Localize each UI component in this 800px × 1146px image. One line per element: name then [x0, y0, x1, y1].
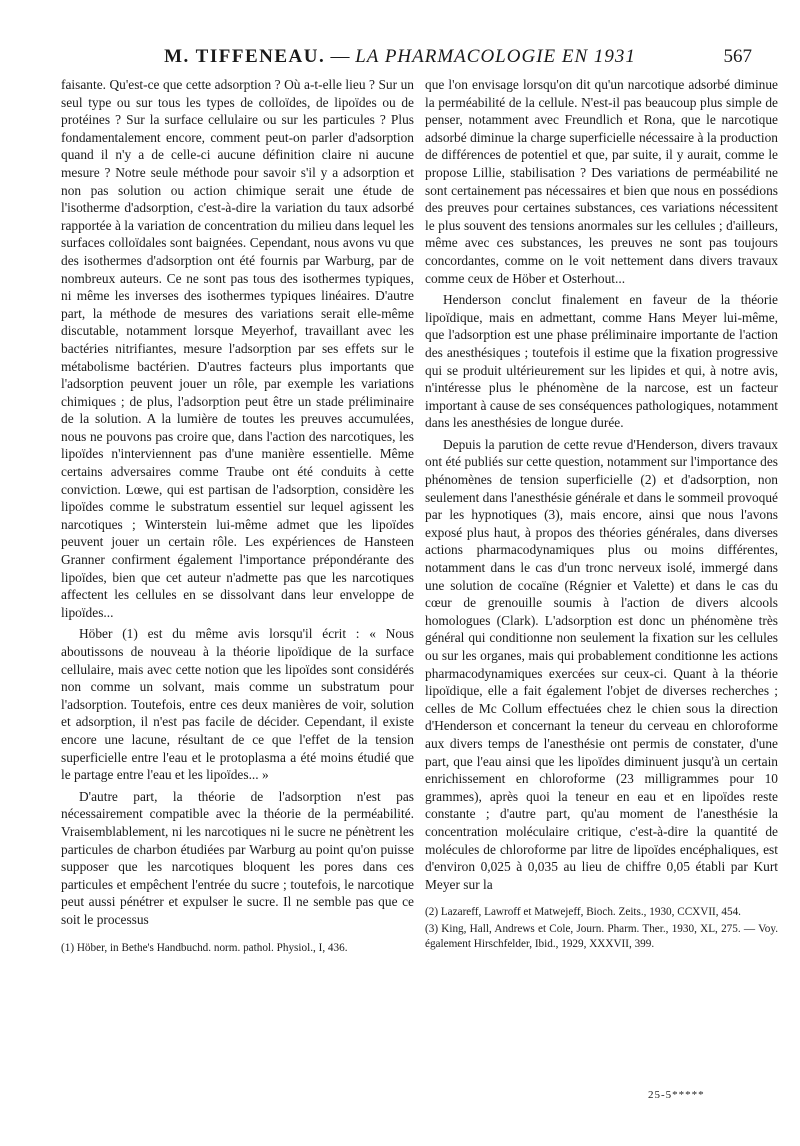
- paragraph: Henderson conclut finalement en faveur de la théorie lipoïdique, mais en admettant, comme Hans Meyer lui-même, que l'adsorption est une phase préliminaire importante de l'action des anesthésiques ; toutefois il estime que la fixation progressive qui se produit ultérieurement sur les lipides et qui, à notre avis, n'intéresse plus le phénomène de la narcose, est un facteur important à cause de ses conséquences pathologiques, notamment dans les anesthésies de longue durée.: [425, 292, 778, 431]
- footnote: (3) King, Hall, Andrews et Cole, Journ. Pharm. Ther., 1930, XL, 275. — Voy. également Hirschfelder, Ibid., 1929, XXXVII, 399.: [425, 922, 778, 950]
- header-separator: —: [330, 46, 350, 67]
- header-author: M. TIFFENEAU.: [164, 46, 326, 67]
- page-number: 567: [723, 46, 752, 67]
- right-column: [425, 76, 778, 951]
- printer-signature-mark: 25-5*****: [648, 1089, 705, 1101]
- paragraph: Depuis la parution de cette revue d'Henderson, divers travaux ont été publiés sur cette question, notamment sur l'importance des phénomènes de tension superficielle (2) et d'adsorption, non seulement dans l'anesthésie générale et dans le sommeil provoqué par les hypnotiques (3), mais encore, ainsi que nous l'avons exposé plus haut, à propos des théories générales, dans diverses actions pharmacodynamiques plus ou moins différentes, notamment dans le cas d'un tronc nerveux isolé, immergé dans une solution de cocaïne (Régnier et Valette) et dans le cas du cœur de grenouille soumis à l'action de divers alcools homologues (Clark). L'adsorption est donc un phénomène très général qui conditionne non seulement la fixation sur les cellules ou sur les organes, mais qui probablement conditionne les actions pharmacodynamiques exercées sur ceux-ci. Quant à la théorie lipoïdique, elle a fait également l'objet de diverses recherches ; celles de Mc Collum effectuées chez le chien sous la direction d'Henderson et concernant la teneur du cerveau en chloroforme aux divers temps de l'anesthésie ont permis de constater, d'une part, que l'eau ainsi que les lipoïdes diminuent jusqu'à un certain enrichissement en chloroforme (23 milligrammes pour 10 grammes), après quoi la teneur en eau et en lipoïdes reste constante ; d'autre part, qu'au moment de l'anesthésie la concentration moléculaire critique, c'est-à-dire la quantité de molécules de chloroforme par litre de lipoïdes encéphaliques, est d'environ 0,025 à 0,035 au lieu de chiffre 0,05 établi par Kurt Meyer sur la: [425, 436, 778, 892]
- footnote: (2) Lazareff, Lawroff et Matwejeff, Bioch. Zeits., 1930, CCXVII, 454.: [425, 906, 741, 919]
- left-column: [61, 76, 414, 955]
- running-header: [140, 46, 660, 68]
- paragraph: D'autre part, la théorie de l'adsorption n'est pas nécessairement compatible avec la théorie de la perméabilité. Vraisemblablement, ni les narcotiques ni le sucre ne pénètrent les particules de charbon étudiées par Warburg au point qu'on puisse supposer que les narcotiques bloquent les pores dans ces particules et empêchent l'entrée du sucre ; toutefois, le narcotique peut aussi pénétrer et expulser le sucre. Il ne semble pas que ce soit le processus: [61, 788, 414, 927]
- header-subtitle: LA PHARMACOLOGIE EN 1931: [355, 46, 636, 67]
- footnote: (1) Höber, in Bethe's Handbuchd. norm. pathol. Physiol., I, 436.: [61, 941, 348, 954]
- paragraph: que l'on envisage lorsqu'on dit qu'un narcotique adsorbé diminue la perméabilité de la cellule. N'est-il pas beaucoup plus simple de penser, notamment avec Freundlich et Rona, que le narcotique adsorbé diminue la charge superficielle nécessaire à la production de différences de potentiel et que, par suite, il y aurait, comme le propose Lillie, stabilisation ? Des variations de perméabilité ne sont certainement pas nécessaires et bien que nous en possédions des preuves pour certaines substances, ces variations nécessitent le plus souvent des tensions anormales sur les cellules ; d'ailleurs, même avec ces substances, les preuves ne sont pas toujours concordantes, comme on le voit nettement dans divers travaux comme ceux de Höber et Osterhout...: [425, 77, 778, 286]
- paragraph: faisante. Qu'est-ce que cette adsorption ? Où a-t-elle lieu ? Sur un seul type ou sur tous les types de colloïdes, de lipoïdes ou de protéines ? Sur la surface cellulaire ou sur les particules ? Plus fondamentalement encore, comment peut-on parler d'adsorption quand il n'y a de celle-ci aucune définition claire ni aucune mesure ? Notre seule méthode pour savoir s'il y a adsorption et non pas solution ou action chimique serait une étude de l'isotherme d'adsorption, c'est-à-dire la variation du taux adsorbé rapportée à la variation de concentration du milieu dans lequel les surfaces colloïdales sont baignées. Cependant, nous avons vu que des isothermes d'adsorption ont été fournis par Warburg, par de nombreux auteurs. Ce ne sont pas tous des isothermes typiques, ni même les inverses des isothermes typiques linéaires. D'autre part, la méthode de mesures des variations serait elle-même discutable, notamment lorsque Meyerhof, travaillant avec les bactéries nitrifiantes, mesure l'adsorption par ses effets sur le métabolisme bactérien. D'autres facteurs plus importants que l'adsorption peuvent jouer un rôle, par exemple les variations chimiques ; de plus, l'adsorption peut être un stade préliminaire de la solution. A la lumière de toutes les preuves accumulées, nous ne pouvons pas croire que, dans l'action des narcotiques, les lipoïdes n'interviennent pas d'une manière essentielle. Même certains adversaires comme Traube ont été conduits à cette conviction. Lœwe, qui est partisan de l'adsorption, considère les lipoïdes comme le substratum essentiel sur lequel agissent les narcotiques ; Winterstein lui-même admet que les lipoïdes peuvent jouer un certain rôle. Les expériences de Hansteen Granner confirment également l'importance prépondérante des lipoïdes, bien que cet auteur n'admette pas que les narcotiques affectent les cellules en se dissolvant dans leur enveloppe de lipoïdes...: [61, 77, 414, 620]
- paragraph: Höber (1) est du même avis lorsqu'il écrit : « Nous aboutissons de nouveau à la théorie lipoïdique de la surface cellulaire, mais avec cette notion que les lipoïdes sont considérés non comme un solvant, mais comme un substratum pour l'adsorption. Toutefois, entre ces deux manières de voir, solution et adsorption, il n'est pas facile de décider. Cependant, il existe encore une lacune, résultant de ce que l'effet de la tension superficielle entre l'eau et le protoplasma a été moins étudié que le partage entre l'eau et les lipoïdes... »: [61, 626, 414, 783]
